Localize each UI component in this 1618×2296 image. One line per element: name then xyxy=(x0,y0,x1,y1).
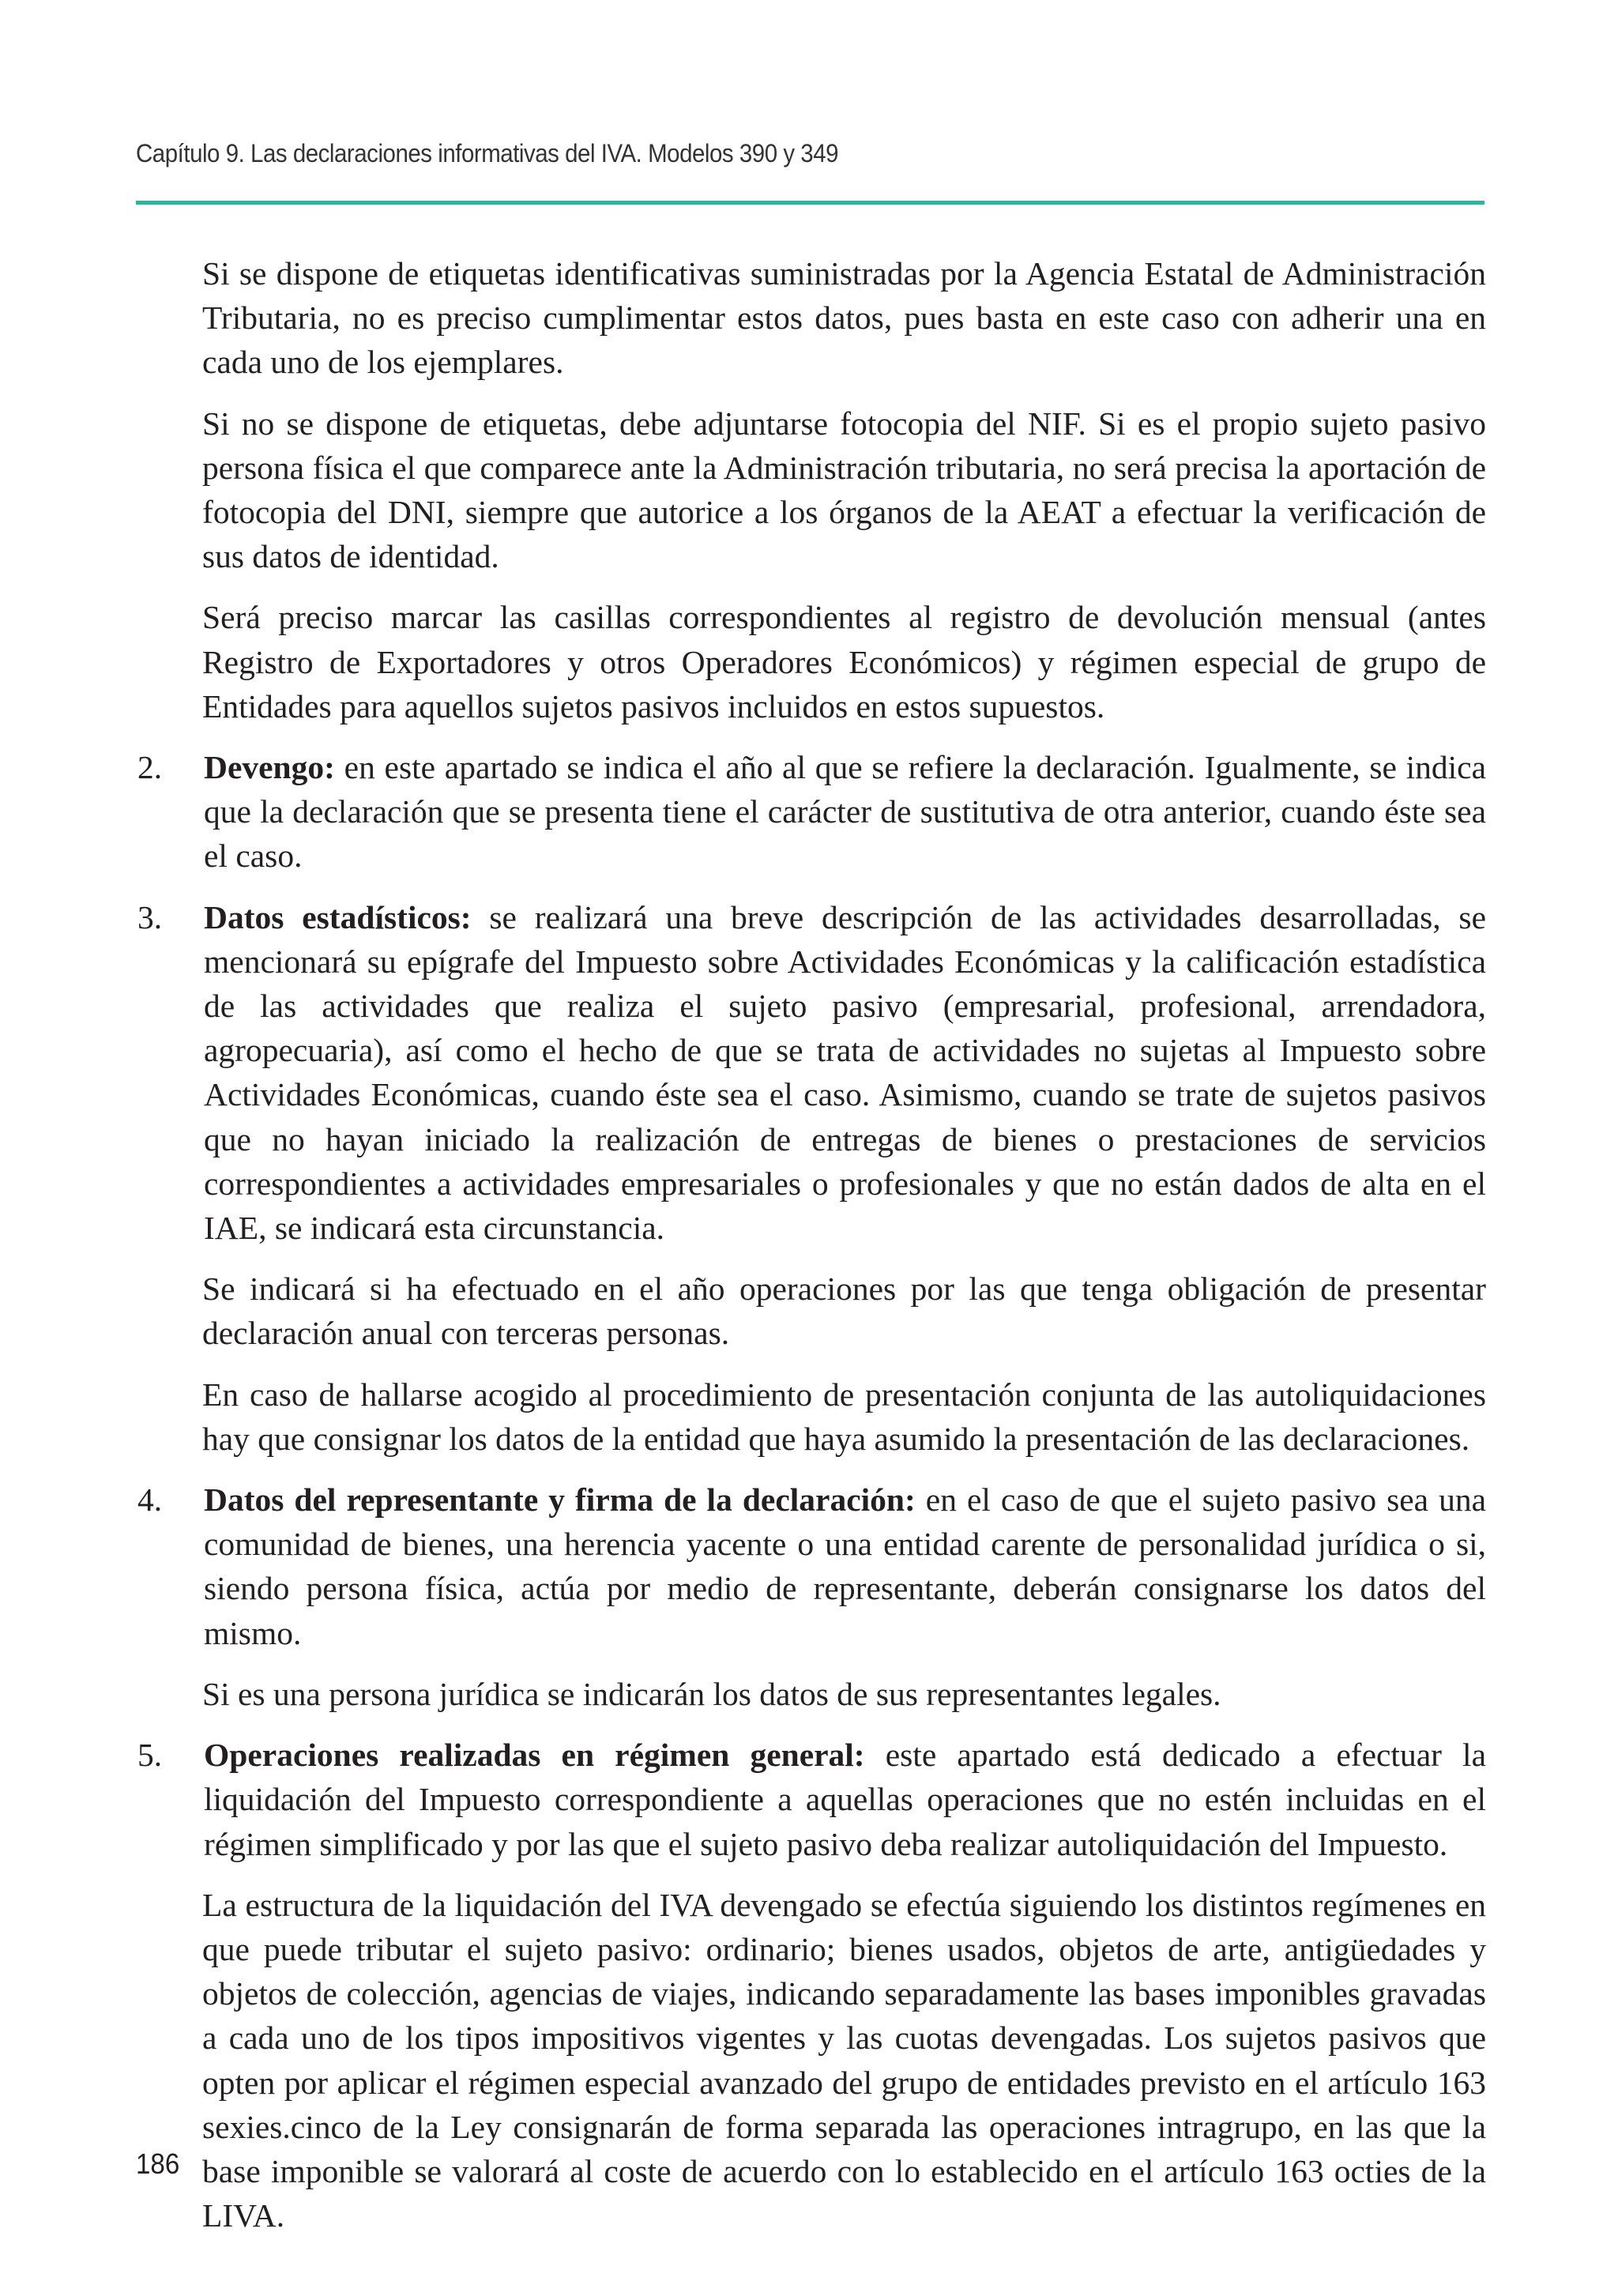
list-item-devengo xyxy=(136,745,1486,879)
paragraph-persona-juridica: Si es una persona jurídica se indicarán los datos de sus representantes legales. xyxy=(202,1675,1221,1712)
list-item-datos-estadisticos xyxy=(136,895,1486,1251)
paragraph-nif: Si no se dispone de etiquetas, debe adjuntarse fotocopia del NIF. Si es el propio sujeto pasivo persona física el que comparece ante la Administración tributaria, no será precisa la aportación de fotocopia del DNI, siempre que autorice a los órganos de la AEAT a efectuar la verificación de sus datos de identidad. xyxy=(202,405,1486,575)
list-item-body: en el caso de que el sujeto pasivo sea una comunidad de bienes, una herencia yacente o una entidad carente de personalidad jurídica o si, siendo persona física, actúa por medio de representante, deberán consignarse los datos del mismo. xyxy=(204,1481,1486,1651)
list-item-body: en este apartado se indica el año al que se refiere la declaración. Igualmente, se indica que la declaración que se presenta tiene el carácter de sustitutiva de otra anterior, cuando éste sea el caso. xyxy=(204,749,1486,875)
page-number: 186 xyxy=(136,2147,180,2180)
running-header: Capítulo 9. Las declaraciones informativas del IVA. Modelos 390 y 349 xyxy=(136,139,839,167)
list-item-text xyxy=(204,895,1486,1251)
paragraph-terceras-personas: Se indicará si ha efectuado en el año operaciones por las que tenga obligación de presentar declaración anual con terceras personas. xyxy=(202,1270,1486,1352)
list-item-term: Datos estadísticos: xyxy=(204,898,472,935)
page-body xyxy=(136,251,1486,2254)
list-item-term: Operaciones realizadas en régimen general: xyxy=(204,1737,865,1774)
paragraph-estructura-liquidacion: La estructura de la liquidación del IVA devengado se efectúa siguiendo los distintos regímenes en que puede tributar el sujeto pasivo: ordinario; bienes usados, objetos de arte, antigüedades y objetos de colección, agencias de viajes, indicando separadamente las bases imponibles gravadas a cada uno de los tipos impositivos vigentes y las cuotas devengadas. Los sujetos pasivos que opten por aplicar el régimen especial avanzado del grupo de entidades previsto en el artículo 163 sexies.cinco de la Ley consignarán de forma separada las operaciones intragrupo, en las que la base imponible se valorará al coste de acuerdo con lo establecido en el artículo 163 octies de la LIVA. xyxy=(202,1886,1486,2234)
list-item-representante xyxy=(136,1477,1486,1655)
list-number: 4. xyxy=(137,1481,163,1519)
list-item-term: Datos del representante y firma de la declaración: xyxy=(204,1481,916,1519)
list-item-regimen-general xyxy=(136,1733,1486,1866)
list-number: 3. xyxy=(137,898,163,935)
paragraph-registers: Será preciso marcar las casillas correspondientes al registro de devolución mensual (antes Registro de Exportadores y otros Operadores Económicos) y régimen especial de grupo de Entidades para aquellos sujetos pasivos incluidos en estos supuestos. xyxy=(202,599,1486,725)
list-item-text xyxy=(204,1477,1486,1655)
list-item-term: Devengo: xyxy=(204,749,335,786)
list-item-body: este apartado está dedicado a efectuar la liquidación del Impuesto correspondiente a aquellas operaciones que no estén incluidas en el régimen simplificado y por las que el sujeto pasivo deba realizar autoliquidación del Impuesto. xyxy=(204,1737,1487,1862)
list-number: 5. xyxy=(137,1737,163,1774)
paragraph-presentacion-conjunta: En caso de hallarse acogido al procedimiento de presentación conjunta de las autoliquidaciones hay que consignar los datos de la entidad que haya asumido la presentación de las declaraciones. xyxy=(202,1376,1486,1457)
list-item-body: se realizará una breve descripción de las actividades desarrolladas, se mencionará su epígrafe del Impuesto sobre Actividades Económicas y la calificación estadística de las actividades que realiza el sujeto pasivo (empresarial, profesional, arrendadora, agropecuaria), así como el hecho de que se trata de actividades no sujetas al Impuesto sobre Actividades Económicas, cuando éste sea el caso. Asimismo, cuando se trate de sujetos pasivos que no hayan iniciado la realización de entregas de bienes o prestaciones de servicios correspondientes a actividades empresariales o profesionales y que no están dados de alta en el IAE, se indicará esta circunstancia. xyxy=(204,898,1486,1247)
list-number: 2. xyxy=(137,749,163,786)
paragraph-labels: Si se dispone de etiquetas identificativas suministradas por la Agencia Estatal de Administración Tributaria, no es preciso cumplimentar estos datos, pues basta en este caso con adherir una en cada uno de los ejemplares. xyxy=(202,255,1486,381)
list-item-text xyxy=(204,1733,1486,1866)
header-rule xyxy=(136,201,1484,205)
list-item-text xyxy=(204,745,1486,879)
